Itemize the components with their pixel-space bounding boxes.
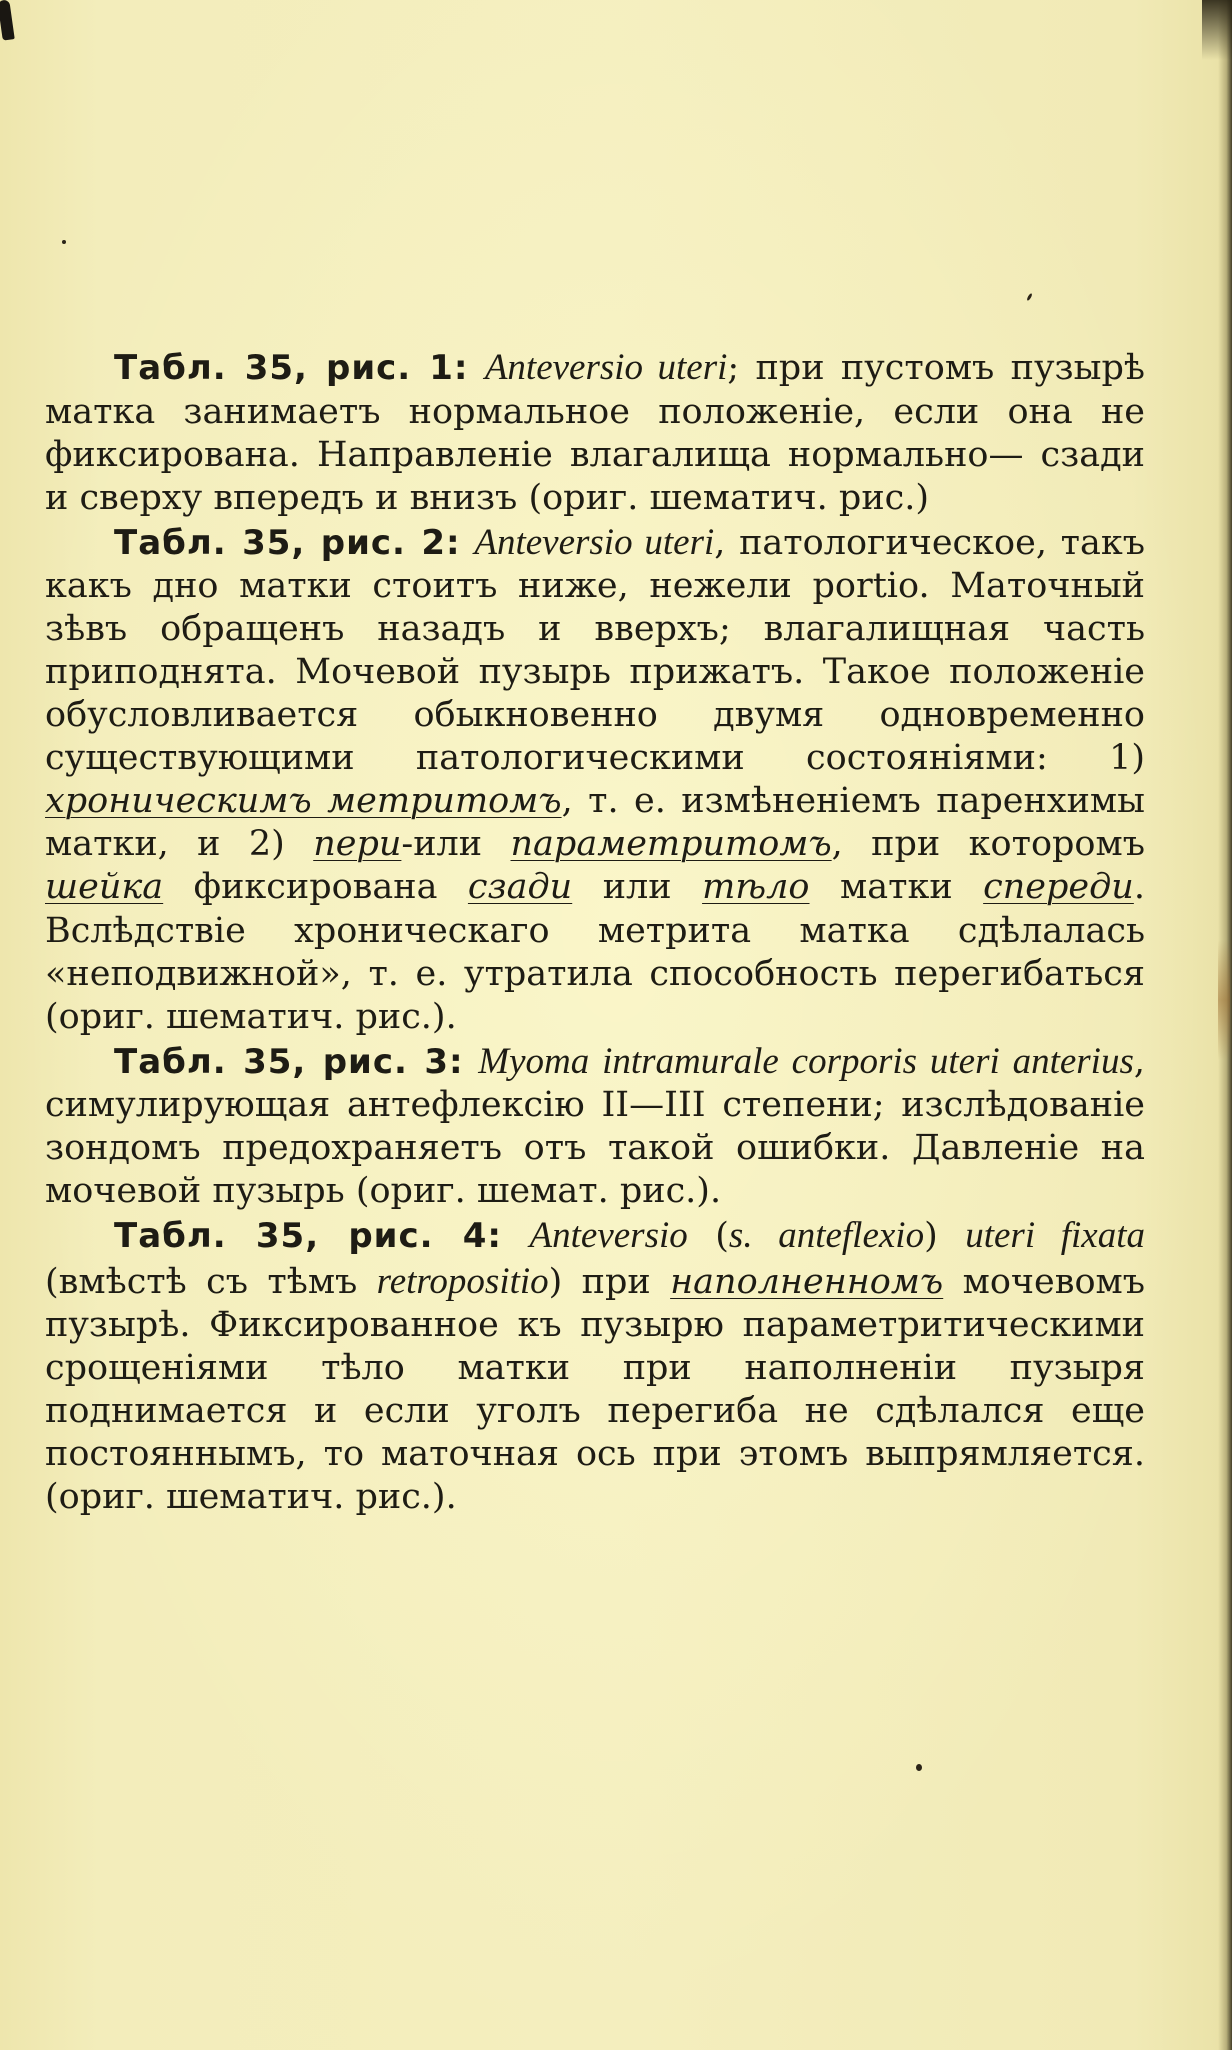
caption-text: ) при: [548, 1261, 671, 1302]
caption-text: (: [687, 1216, 729, 1257]
caption-text: матки: [809, 867, 984, 908]
emphasized-term: сзади: [467, 867, 573, 908]
latin-term: Anteversio: [529, 1215, 688, 1257]
latin-term: retropositio: [376, 1260, 549, 1302]
ink-speck: [62, 240, 66, 244]
emphasized-term: шейка: [45, 867, 164, 908]
latin-term: uteri fixata: [965, 1215, 1145, 1257]
latin-term: s. anteflexio: [728, 1215, 925, 1257]
caption-label: Табл. 35, рис. 4:: [114, 1216, 503, 1257]
caption-label: Табл. 35, рис. 1:: [114, 348, 469, 388]
caption-text: , при которомъ: [831, 824, 1145, 865]
latin-term: Anteversio uteri: [484, 347, 728, 388]
caption-text: (вмѣстѣ съ тѣмъ: [45, 1261, 377, 1302]
ink-speck: [1026, 293, 1033, 301]
caption-text: -или: [401, 824, 511, 865]
emphasized-term: спереди: [983, 867, 1134, 908]
ink-speck: [916, 1764, 922, 1771]
latin-term: Anteversio uteri: [474, 521, 715, 563]
emphasized-term: тѣло: [702, 867, 810, 908]
caption-text: мочевомъ пузырѣ. Фиксированное къ пузырю параметритическими срощеніями тѣло матки при наполненіи пузыря поднимается и если уголъ перегиба не сдѣлался еще постояннымъ, то маточная ось при этомъ выпрямляется. (ориг. шематич. рис.).: [45, 1261, 1146, 1518]
caption-paragraph-2: [45, 520, 1145, 1039]
latin-term: Myoma intramurale corporis uteri anterius: [478, 1040, 1134, 1082]
caption-text: или: [572, 867, 703, 908]
emphasized-term: пери: [313, 824, 402, 865]
emphasized-term: хроническимъ метритомъ: [45, 781, 562, 822]
emphasized-term: параметритомъ: [510, 824, 832, 865]
margin-stain: [1218, 940, 1230, 1060]
caption-paragraph-1: [45, 345, 1145, 520]
caption-text: ; при пустомъ пузырѣ матка занимаетъ нормальное положеніе, если она не фиксирована. Направленіе влагалища нормально— сзади и сверху впередъ и внизъ (ориг. шематич. рис.): [45, 348, 1145, 518]
caption-text: ): [924, 1216, 966, 1257]
ink-blot: [0, 0, 15, 41]
caption-text: . Вслѣдствіе хроническаго метрита матка сдѣлалась «неподвижной», т. е. утратила способность перегибаться (ориг. шематич. рис.).: [45, 867, 1145, 1037]
caption-text: , т. е. измѣненіемъ паренхимы матки, и 2): [45, 781, 1145, 865]
caption-text-block: [45, 345, 1145, 1520]
emphasized-term: наполненномъ: [670, 1261, 944, 1302]
page-corner-shadow: [1202, 0, 1232, 60]
caption-text: , симулирующая антефлексію II—III степени; изслѣдованіе зондомъ предохраняетъ отъ такой ошибки. Давленіе на мочевой пузырь (ориг. шемат. рис.).: [45, 1041, 1145, 1212]
caption-label: Табл. 35, рис. 3:: [114, 1041, 464, 1082]
caption-label: Табл. 35, рис. 2:: [114, 522, 461, 563]
caption-paragraph-4: [45, 1213, 1145, 1519]
caption-text: , патологическое, такъ какъ дно матки стоитъ ниже, нежели portio. Маточный зѣвъ обращенъ назадъ и вверхъ; влагалищная часть приподнята. Мочевой пузырь прижатъ. Такое положеніе обусловливается обыкновенно двумя одновременно существующими патологическими состояніями: 1): [45, 522, 1146, 779]
caption-text: фиксирована: [163, 867, 468, 908]
caption-paragraph-3: [45, 1039, 1145, 1214]
